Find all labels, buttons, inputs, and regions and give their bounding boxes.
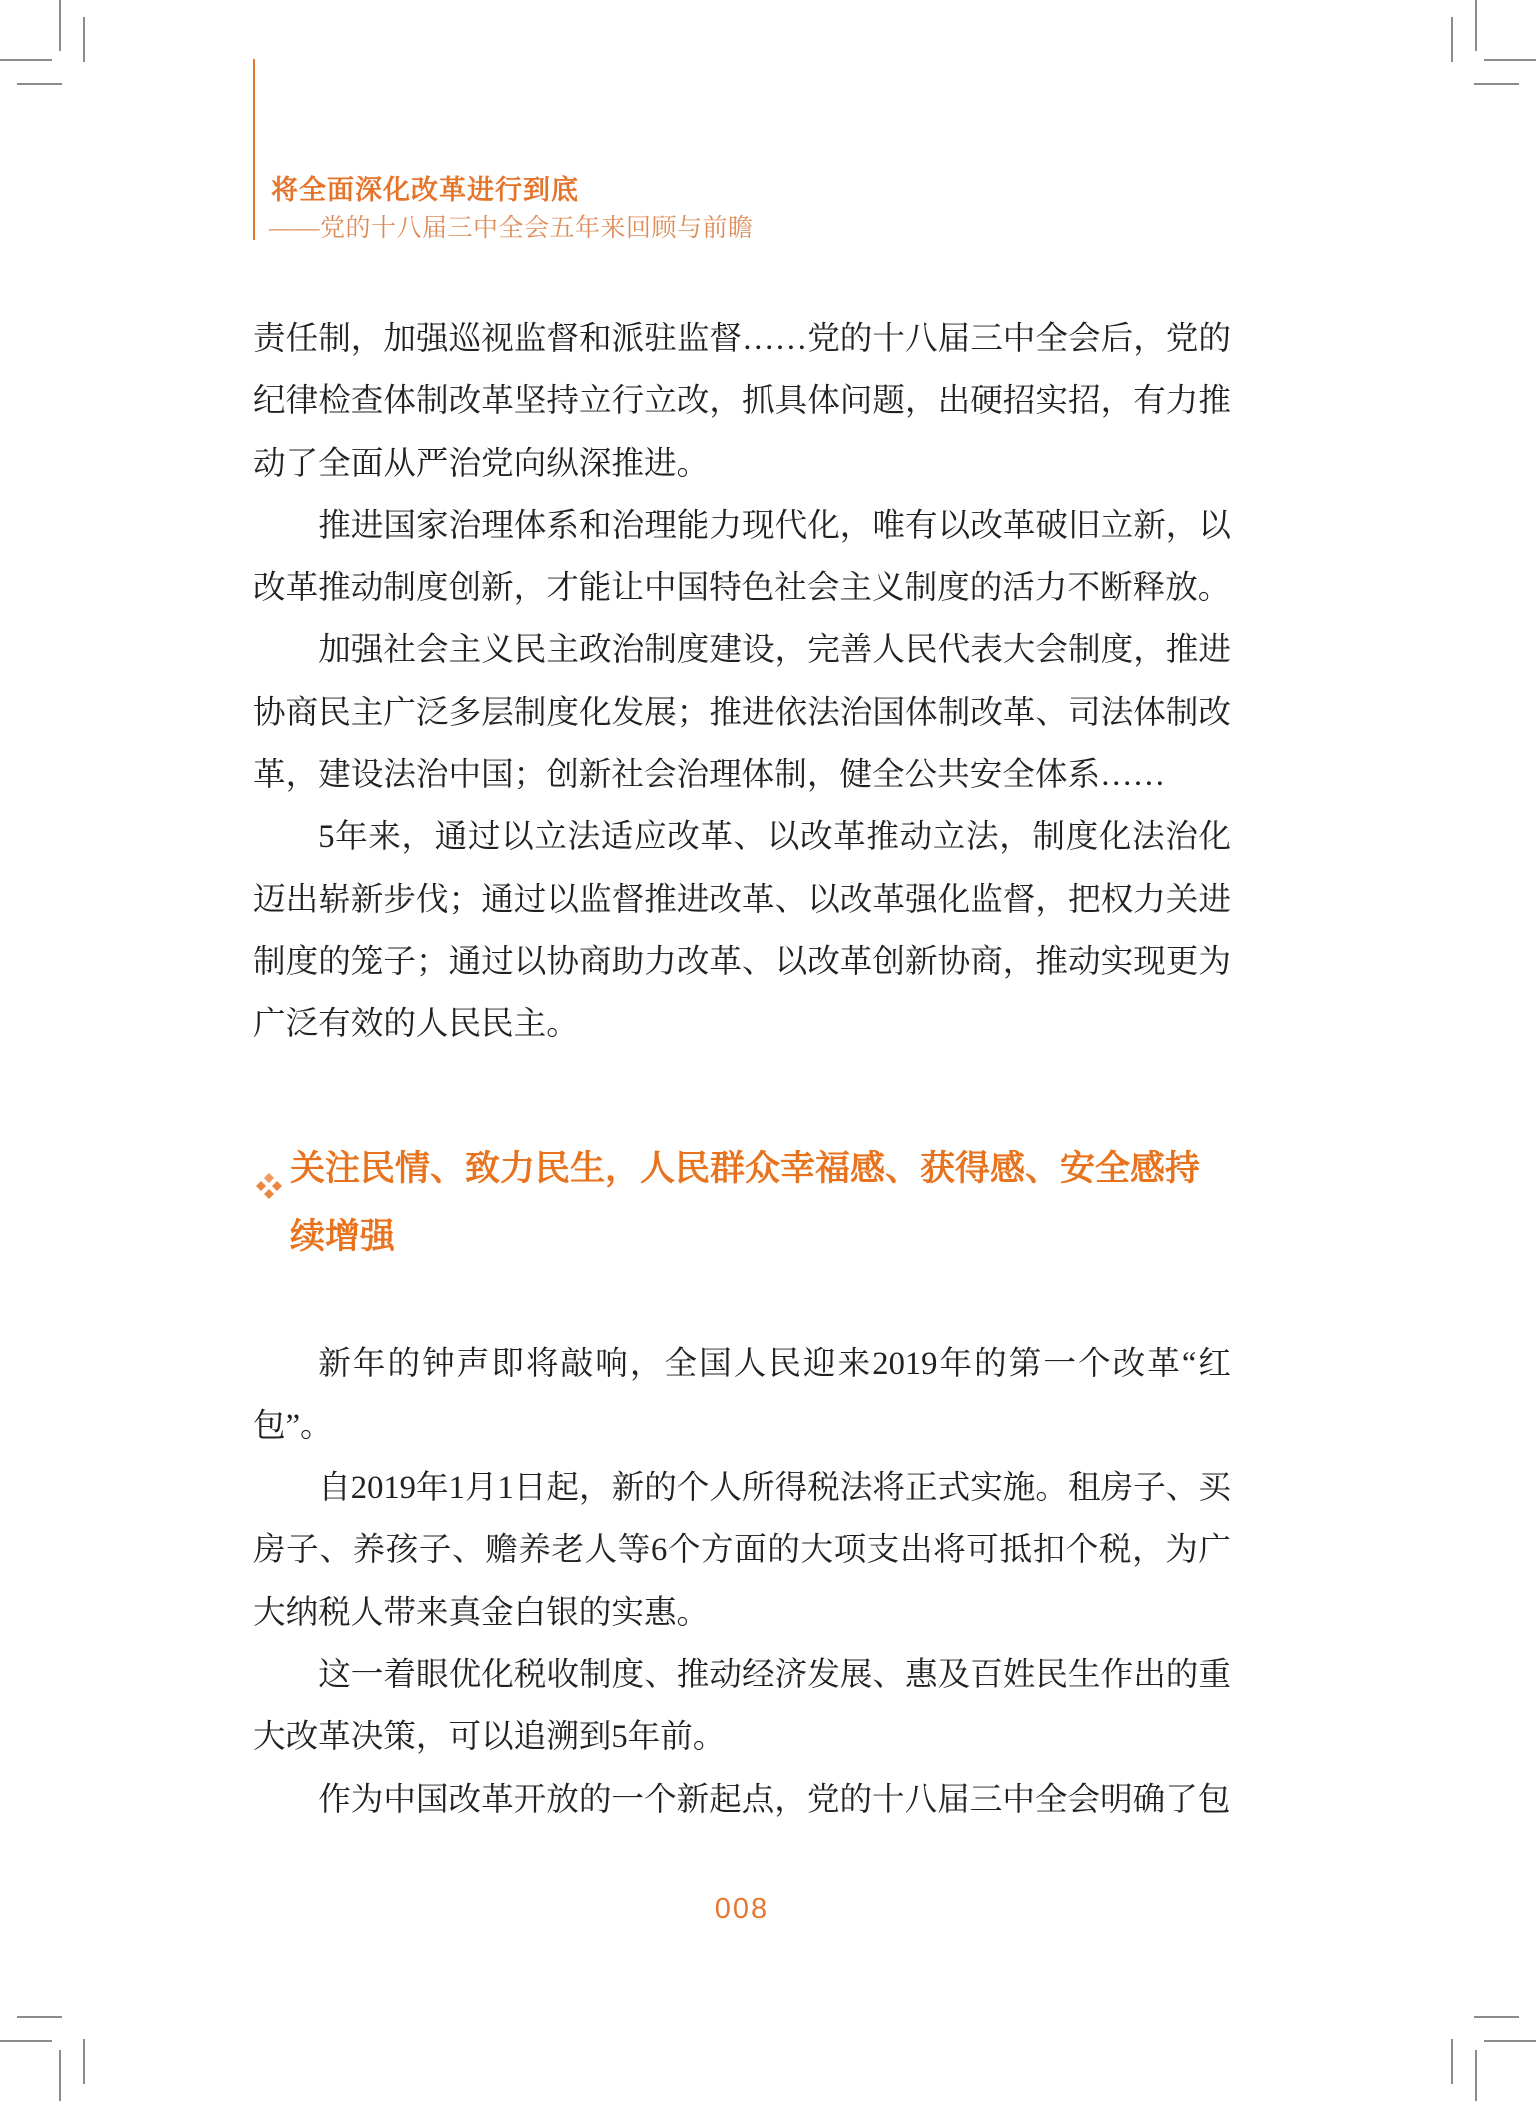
crop-mark-line [1474,2016,1519,2018]
paragraph: 推进国家治理体系和治理能力现代化，唯有以改革破旧立新，以改革推动制度创新，才能让中国特色社会主义制度的活力不断释放。 [253,507,1231,607]
crop-mark-line [17,2016,62,2018]
paragraph: 加强社会主义民主政治制度建设，完善人民代表大会制度，推进协商民主广泛多层制度化发展；推进依法治国体制改革、司法体制改革，建设法治中国；创新社会治理体制，健全公共安全体系…… [253,632,1231,794]
crop-mark-line [1484,59,1536,61]
crop-mark-line [83,17,85,62]
crop-mark-line [59,0,61,51]
page-number: 008 [714,1893,770,1925]
crop-mark-line [17,83,62,85]
book-title: 将全面深化改革进行到底 [271,175,579,205]
crop-mark-line [1474,83,1519,85]
section-body [253,1333,1231,1831]
paragraph: 自2019年1月1日起，新的个人所得税法将正式实施。租房子、买房子、养孩子、赡养老人等6个方面的大项支出将可抵扣个税，为广大纳税人带来真金白银的实惠。 [253,1470,1231,1631]
section-heading [253,1135,1231,1271]
crop-mark-line [1451,17,1453,62]
paragraph: 作为中国改革开放的一个新起点，党的十八届三中全会明确了包 [318,1781,1231,1818]
paragraph: 新年的钟声即将敲响，全国人民迎来2019年的第一个改革“红包”。 [253,1345,1231,1444]
four-diamond-bullet-icon [255,1155,283,1183]
paragraph: 这一着眼优化税收制度、推动经济发展、惠及百姓民生作出的重大改革决策，可以追溯到5年前。 [253,1657,1231,1756]
paragraph: 5年来，通过以立法适应改革、以改革推动立法，制度化法治化迈出崭新步伐；通过以监督推进改革、以改革强化监督，把权力关进制度的笼子；通过以协商助力改革、以改革创新协商，推动实现更为广泛有效的人民民主。 [253,819,1231,1043]
section-heading-text: 关注民情、致力民生，人民群众幸福感、获得感、安全感持续增强 [290,1148,1201,1256]
crop-mark-line [1451,2039,1453,2084]
crop-mark-line [1475,0,1477,51]
text-column [253,308,1231,1831]
crop-mark-line [83,2039,85,2084]
paragraph: 责任制，加强巡视监督和派驻监督……党的十八届三中全会后，党的纪律检查体制改革坚持立行立改，抓具体问题，出硬招实招，有力推动了全面从严治党向纵深推进。 [253,321,1231,482]
crop-mark-line [1475,2050,1477,2101]
header-accent-line [253,59,255,240]
crop-mark-line [1484,2040,1536,2042]
book-subtitle: ——党的十八届三中全会五年来回顾与前瞻 [269,215,754,242]
crop-mark-line [0,59,52,61]
crop-mark-line [0,2040,52,2042]
crop-mark-line [59,2050,61,2101]
